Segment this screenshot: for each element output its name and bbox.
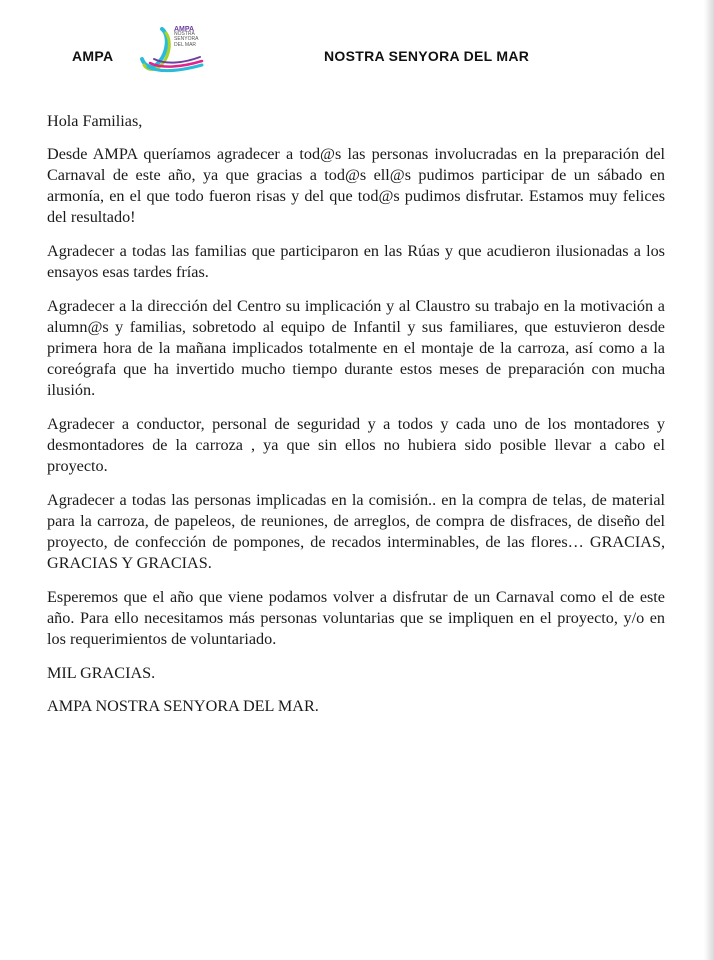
ampa-logo-icon [140, 25, 208, 73]
letter-closing: MIL GRACIAS. [47, 664, 156, 682]
logo-line-2: NOSTRA [174, 31, 195, 38]
letter-signature: AMPA NOSTRA SENYORA DEL MAR. [47, 697, 319, 715]
logo-line-1: AMPA [174, 26, 195, 33]
letter-body [47, 111, 665, 730]
letter-paragraph-6: Esperemos que el año que viene podamos volver a disfrutar de un Carnaval como el de este año. Para ello necesitamos más personas voluntarias que se impliquen en el proyecto, y/o en los requerimientos de voluntariado. [47, 588, 665, 648]
letterhead-left-title: AMPA [72, 48, 114, 64]
letterhead-right-title: NOSTRA SENYORA DEL MAR [324, 48, 530, 64]
letter-paragraph-5: Agradecer a todas las personas implicadas en la comisión.. en la compra de telas, de material para la carroza, de papeleos, de reuniones, de arreglos, de compra de disfraces, de diseño del proyecto, de confección de pompones, de recados interminables, de las flores… GRACIAS, GRACIAS Y GRACIAS. [47, 491, 665, 572]
letterhead [0, 25, 714, 75]
logo-line-4: DEL MAR [174, 41, 197, 48]
letter-paragraph-3: Agradecer a la dirección del Centro su implicación y al Claustro su trabajo en la motivación a alumn@s y familias, sobretodo al equipo de Infantil y sus familiares, que estuvieron desde primera hora de la mañana implicados totalmente en el montaje de la carroza, así como a la coreógrafa que ha invertido mucho tiempo durante estos meses de preparación con mucha ilusión. [47, 297, 665, 399]
letter-paragraph-2: Agradecer a todas las familias que participaron en las Rúas y que acudieron ilusionadas a los ensayos esas tardes frías. [47, 242, 665, 281]
letter-paragraph-4: Agradecer a conductor, personal de seguridad y a todos y cada uno de los montadores y desmontadores de la carroza , ya que sin ellos no hubiera sido posible llevar a cabo el proyecto. [47, 415, 665, 475]
page-edge-shadow [704, 0, 714, 960]
logo-wordmark [174, 27, 208, 48]
logo-line-3: SENYORA [174, 36, 199, 43]
letter-greeting: Hola Familias, [47, 112, 143, 130]
letter-paragraph-1: Desde AMPA queríamos agradecer a tod@s las personas involucradas en la preparación del Carnaval de este año, ya que gracias a tod@s ell@s pudimos participar de un sábado en armonía, en el que todo fueron risas y del que tod@s pudimos disfrutar. Estamos muy felices del resultado! [47, 145, 665, 226]
